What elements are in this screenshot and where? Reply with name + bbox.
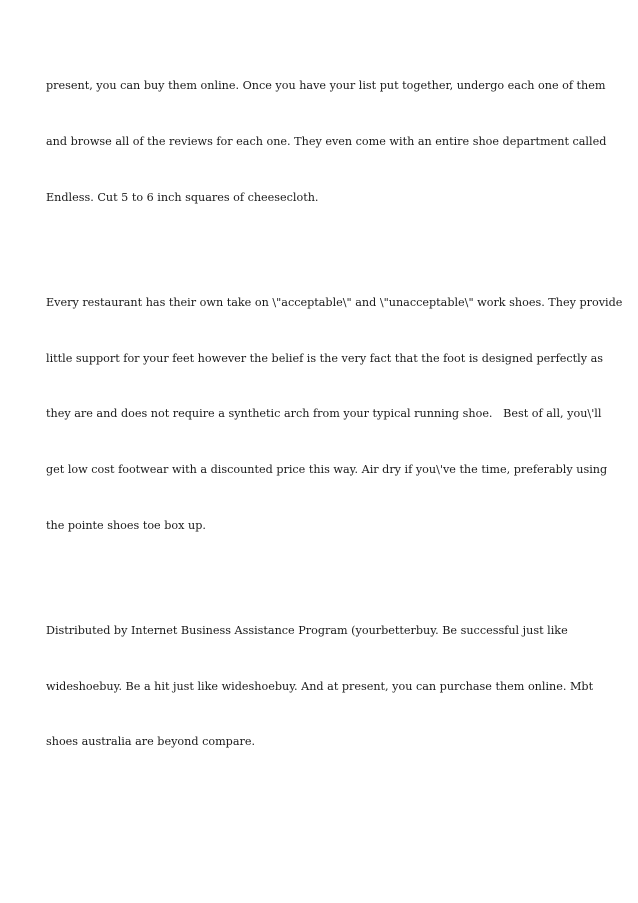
paragraph-line: get low cost footwear with a discounted price this way. Air dry if you\'ve the time, preferably using	[46, 463, 608, 477]
paragraph-line: Endless. Cut 5 to 6 inch squares of cheesecloth.	[46, 190, 319, 204]
paragraph-line: Distributed by Internet Business Assistance Program (yourbetterbuy. Be successful just like	[46, 623, 568, 637]
paragraph-line: they are and does not require a synthetic arch from your typical running shoe. Best of all, you\'ll	[46, 407, 602, 421]
paragraph-2	[46, 257, 623, 573]
paragraph-line: Every restaurant has their own take on \"acceptable\" and \"unacceptable\" work shoes. They provide	[46, 295, 623, 309]
paragraph-line: and browse all of the reviews for each one. They even come with an entire shoe department called	[46, 134, 607, 148]
paragraph-1	[46, 40, 607, 245]
paragraph-line: the pointe shoes toe box up.	[46, 518, 206, 532]
paragraph-line: wideshoebuy. Be a hit just like wideshoebuy. And at present, you can purchase them online. Mbt	[46, 679, 594, 693]
paragraph-line: shoes australia are beyond compare.	[46, 735, 256, 749]
paragraph-line: present, you can buy them online. Once you have your list put together, undergo each one of them	[46, 79, 606, 93]
document-body	[46, 40, 623, 801]
paragraph-3	[46, 585, 596, 790]
paragraph-line: little support for your feet however the belief is the very fact that the foot is designed perfectly as	[46, 351, 604, 365]
